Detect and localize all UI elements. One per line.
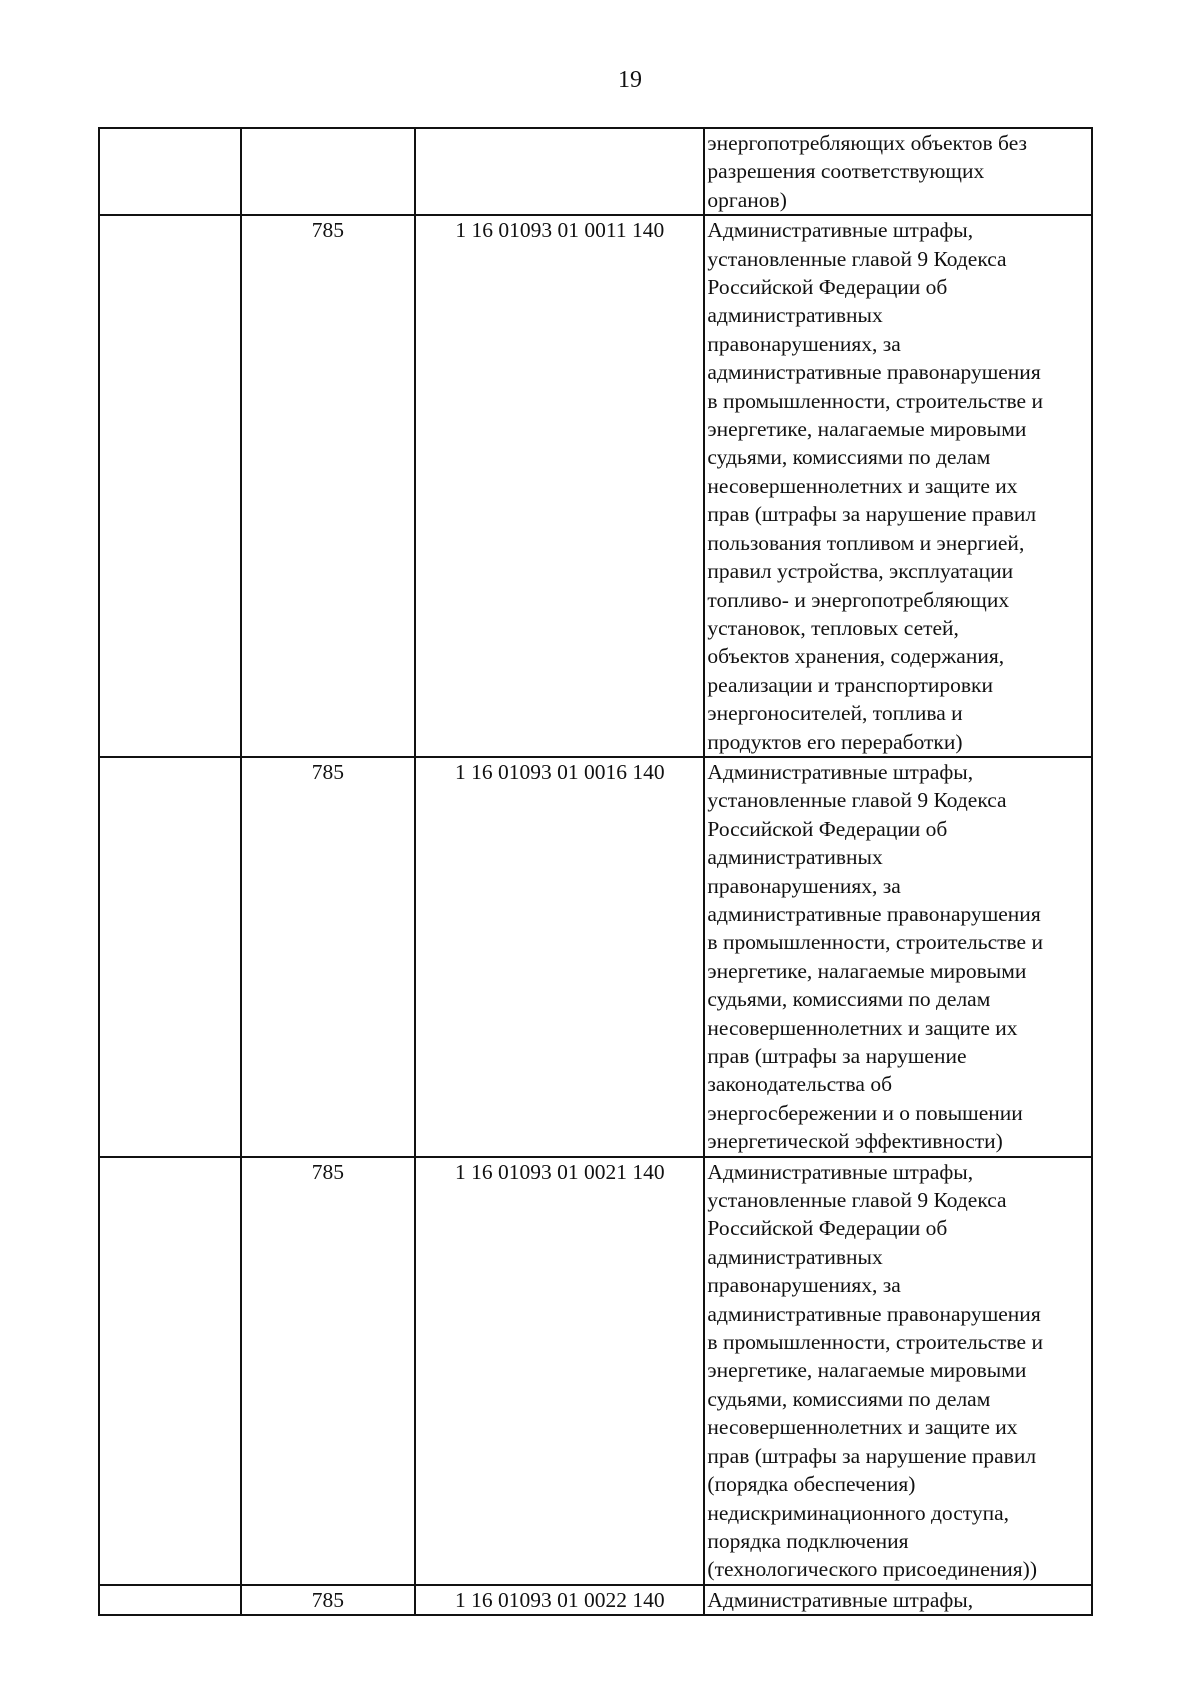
empty-cell bbox=[99, 757, 241, 1157]
description-text: Административные штрафы, установленные главой 9 Кодекса Российской Федерации об административных правонарушениях, за административные правонарушения в промышленности, строительстве и энергетике, налагаемые мировыми судьями, комиссиями по делам несовершеннолетних и защите их прав (штрафы за нарушение законодательства об энергосбережении и о повышении энергетической эффективности) bbox=[707, 759, 1043, 1154]
kbk-code-cell bbox=[415, 1585, 704, 1615]
kbk-code: 1 16 01093 01 0022 140 bbox=[455, 1587, 665, 1612]
admin-code: 785 bbox=[311, 218, 345, 243]
kbk-code-cell bbox=[415, 757, 704, 1157]
description-text: Административные штрафы, установленные главой 9 Кодекса Российской Федерации об административных правонарушениях, за административные правонарушения в промышленности, строительстве и энергетике, налагаемые мировыми судьями, комиссиями по делам несовершеннолетних и защите их прав (штрафы за нарушение правил (порядка обеспечения) недискриминационного доступа, порядка подключения (технологического присоединения)) bbox=[707, 1159, 1043, 1582]
empty-cell bbox=[99, 1585, 241, 1615]
admin-code-cell bbox=[241, 1157, 416, 1585]
kbk-code: 1 16 01093 01 0011 140 bbox=[455, 218, 665, 243]
page-number: 19 bbox=[618, 67, 642, 93]
admin-code: 785 bbox=[311, 1587, 345, 1612]
table-row bbox=[99, 128, 1092, 215]
table-row bbox=[99, 1157, 1092, 1585]
empty-cell bbox=[99, 128, 241, 215]
description-cell bbox=[704, 1157, 1092, 1585]
description-cell bbox=[704, 1585, 1092, 1615]
description-cell bbox=[704, 757, 1092, 1157]
description-text: Административные штрафы, bbox=[707, 1587, 974, 1612]
kbk-code-cell bbox=[415, 128, 704, 215]
empty-cell bbox=[99, 215, 241, 757]
admin-code: 785 bbox=[311, 1159, 345, 1184]
description-cell bbox=[704, 128, 1092, 215]
table-row bbox=[99, 215, 1092, 757]
empty-cell bbox=[99, 1157, 241, 1585]
table-row bbox=[99, 757, 1092, 1157]
description-text: Административные штрафы, установленные главой 9 Кодекса Российской Федерации об административных правонарушениях, за административные правонарушения в промышленности, строительстве и энергетике, налагаемые мировыми судьями, комиссиями по делам несовершеннолетних и защите их прав (штрафы за нарушение правил пользования топливом и энергией, правил устройства, эксплуатации топливо- и энергопотребляющих установок, тепловых сетей, объектов хранения, содержания, реализации и транспортировки энергоносителей, топлива и продуктов его переработки) bbox=[707, 218, 1043, 754]
admin-code-cell bbox=[241, 128, 416, 215]
admin-code-cell bbox=[241, 757, 416, 1157]
table-row bbox=[99, 1585, 1092, 1615]
admin-code: 785 bbox=[311, 759, 345, 784]
kbk-table bbox=[98, 127, 1093, 1616]
description-text: энергопотребляющих объектов без разрешения соответствующих органов) bbox=[707, 131, 1027, 212]
admin-code-cell bbox=[241, 215, 416, 757]
admin-code-cell bbox=[241, 1585, 416, 1615]
kbk-code-cell bbox=[415, 1157, 704, 1585]
description-cell bbox=[704, 215, 1092, 757]
kbk-code: 1 16 01093 01 0016 140 bbox=[455, 759, 665, 784]
kbk-code: 1 16 01093 01 0021 140 bbox=[455, 1159, 665, 1184]
kbk-code-cell bbox=[415, 215, 704, 757]
